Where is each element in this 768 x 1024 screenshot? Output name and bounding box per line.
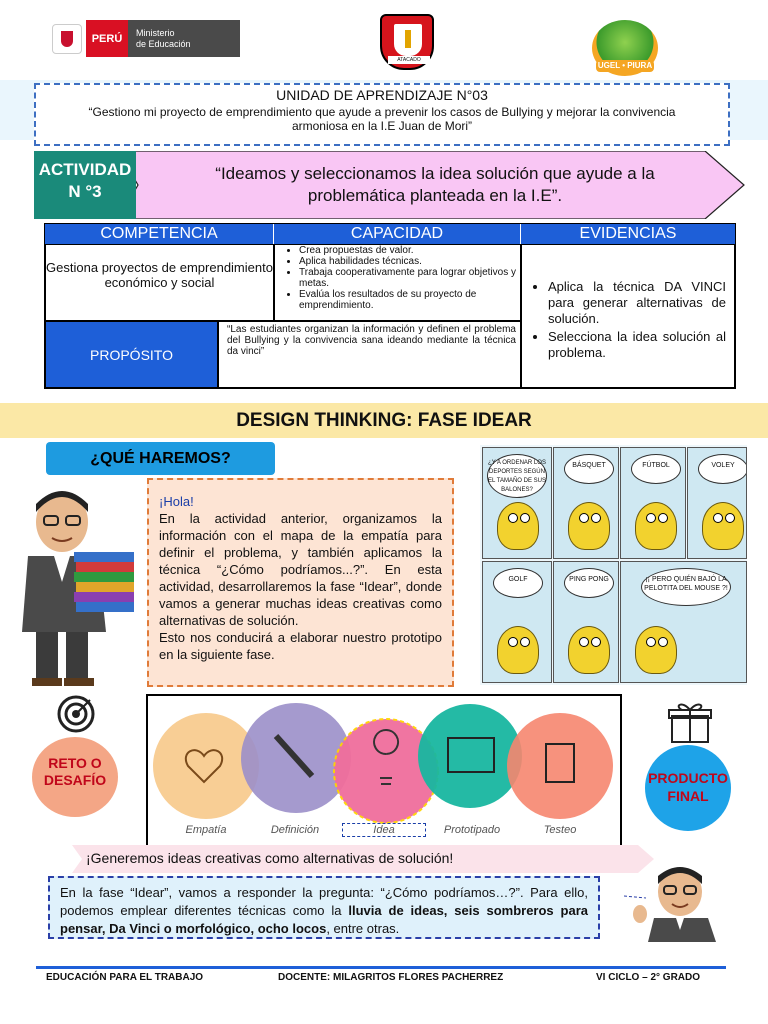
peru-crest-logo <box>52 24 82 54</box>
comic-strip <box>480 445 747 685</box>
fase-text-a: En la fase “Idear”, vamos a responder la pregunta: “¿Cómo podríamos…?”. Para ello, podemos emplear diferentes técnicas como la <box>60 885 588 918</box>
intro-paragraph-2: Esto nos conducirá a elaborar nuestro prototipo en la siguiente fase. <box>159 630 442 662</box>
ministry-logo <box>128 20 240 57</box>
competencia-cell: Gestiona proyectos de emprendimiento económico y social <box>45 244 274 321</box>
comic-bubble: VOLEY <box>698 454 747 484</box>
ministry-line-1: Ministerio <box>136 28 175 38</box>
capacidad-item: • Trabaja cooperativamente para lograr objetivos y metas. <box>299 267 520 289</box>
activity-label: ACTIVIDAD N °3 <box>34 151 136 219</box>
school-crest-logo <box>380 14 434 70</box>
torch-icon <box>394 24 422 56</box>
testeo-circle <box>507 713 613 819</box>
gift-icon <box>666 698 714 744</box>
target-icon <box>56 694 96 734</box>
comic-bubble: FÚTBOL <box>631 454 681 484</box>
stage-label: Definición <box>270 824 320 836</box>
stage-label: Empatía <box>185 824 227 836</box>
que-haremos-label: ¿QUÉ HAREMOS? <box>46 442 275 475</box>
comic-bird <box>568 502 610 550</box>
comic-bubble: ¡¡ PERO QUIÉN BAJÓ LA PELOTITA DEL MOUSE ?! <box>641 568 731 606</box>
capacidad-item: • Evalúa los resultados de su proyecto de emprendimiento. <box>299 289 520 311</box>
intro-paragraph: En la actividad anterior, organizamos la información con el mapa de la empatía para definir el problema, y también aplicamos la técnica “¿Cómo podríamos...?”. En esta actividad, desarrollaremos la fase “Idear”, donde vamos a generar muchas ideas creativas como alternativas de solución. <box>159 511 442 628</box>
footer-course: EDUCACIÓN PARA EL TRABAJO <box>46 972 204 983</box>
fase-techniques: lluvia de ideas, seis sombreros para pensar, Da Vinci o morfológico, ocho locos <box>60 903 588 936</box>
design-thinking-process <box>146 694 622 847</box>
unidad-subtitle: “Gestiono mi proyecto de emprendimiento que ayude a prevenir los casos de Bullying y mejorar la convivencia armoniosa en la I.E Juan de Mori” <box>88 105 676 133</box>
reto-desafio-circle: RETO O DESAFÍO <box>32 737 118 817</box>
header-evidencias: EVIDENCIAS <box>521 224 735 244</box>
stage-label-active: Idea <box>342 823 426 837</box>
teacher-with-books-illustration <box>14 482 139 687</box>
comic-panel <box>553 561 619 683</box>
ugel-label: UGEL • PIURA <box>597 61 653 70</box>
section-title: DESIGN THINKING: FASE IDEAR <box>0 403 768 438</box>
proposito-text: “Las estudiantes organizan la información y definen el problema del Bullying y la convivencia sana ideando mediante la técnica da vinci” <box>218 321 521 388</box>
competency-table <box>44 223 736 389</box>
unidad-title: UNIDAD DE APRENDIZAJE N°03 <box>276 87 488 103</box>
comic-bird <box>568 626 610 674</box>
comic-panel <box>620 447 686 559</box>
capacidad-item: • Aplica habilidades técnicas. <box>299 256 520 267</box>
producto-final-circle: PRODUCTO FINAL <box>645 745 731 831</box>
capacidad-item: • Crea propuestas de valor. <box>299 245 520 256</box>
comic-bird <box>635 626 677 674</box>
activity-title: “Ideamos y seleccionamos la idea solución que ayude a la problemática planteada en la I.E”. <box>215 164 655 205</box>
stage-label: Prototipado <box>443 824 501 836</box>
fase-idear-box <box>48 876 600 939</box>
fase-text-b: , entre otras. <box>326 921 400 936</box>
comic-bird <box>635 502 677 550</box>
header-competencia: COMPETENCIA <box>45 224 274 244</box>
intro-text-box <box>147 478 454 687</box>
school-band: ATACADO <box>388 56 430 64</box>
greeting: ¡Hola! <box>159 494 194 509</box>
comic-bubble: GOLF <box>493 568 543 598</box>
evidencia-item: • Aplica la técnica DA VINCI para generar alternativas de solución. <box>548 279 726 327</box>
comic-bird <box>497 626 539 674</box>
evidencias-list <box>522 279 734 361</box>
header-capacidad: CAPACIDAD <box>274 224 521 244</box>
footer-teacher: DOCENTE: MILAGRITOS FLORES PACHERREZ <box>278 972 504 983</box>
footer-grade: VI CICLO – 2° GRADO <box>596 972 701 983</box>
footer-divider <box>36 966 726 969</box>
unidad-box <box>34 83 730 146</box>
comic-bubble: BÁSQUET <box>564 454 614 484</box>
capacidad-cell <box>274 244 521 321</box>
comic-bird <box>702 502 744 550</box>
generemos-text: ¡Generemos ideas creativas como alternativas de solución! <box>86 850 454 866</box>
comic-panel <box>482 561 552 683</box>
ugel-logo <box>592 20 658 76</box>
proposito-label: PROPÓSITO <box>45 321 218 388</box>
prototipado-circle <box>418 704 522 808</box>
comic-panel <box>687 447 747 559</box>
peru-label: PERÚ <box>86 20 128 57</box>
comic-bubble: ¿Y A ORDENAR LOS DEPORTES SEGÚN EL TAMAÑO DE SUS BALONES? <box>487 454 547 498</box>
teacher-pointing-illustration <box>624 862 720 942</box>
evidencia-item: • Selecciona la idea solución al problema. <box>548 329 726 361</box>
comic-panel <box>553 447 619 559</box>
comic-bird <box>497 502 539 550</box>
ministry-line-2: de Educación <box>136 39 191 49</box>
evidencias-cell <box>521 244 735 388</box>
comic-panel <box>482 447 552 559</box>
comic-panel <box>620 561 747 683</box>
comic-bubble: PING PONG <box>564 568 614 598</box>
stage-label: Testeo <box>543 824 577 836</box>
capacidad-list <box>275 245 520 311</box>
